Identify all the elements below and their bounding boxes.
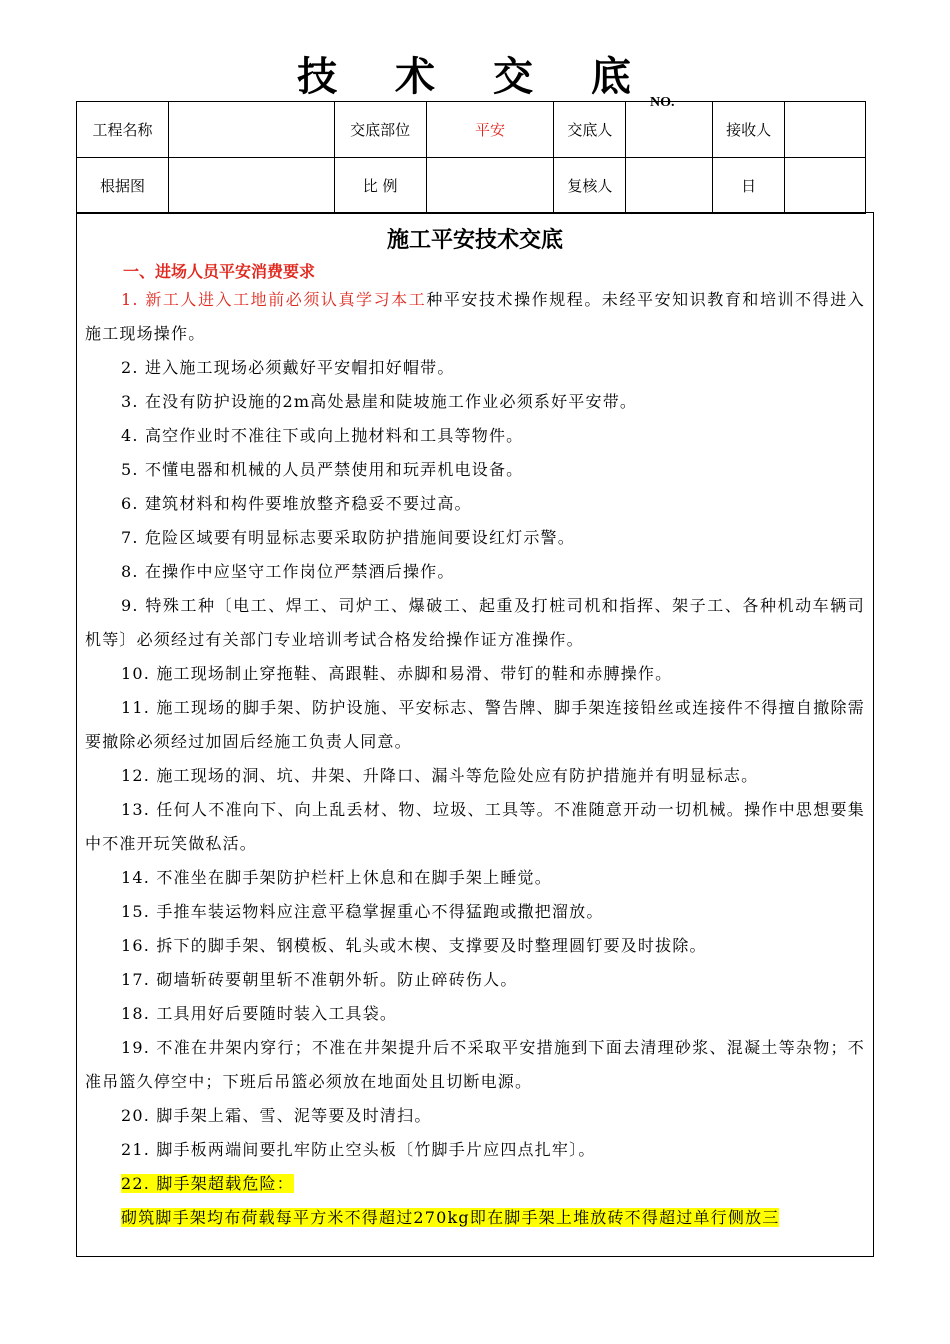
project-name-value: [168, 102, 334, 158]
receiver-value: [785, 102, 866, 158]
reviewer-value: [626, 158, 713, 214]
list-item: 2. 进入施工现场必须戴好平安帽扣好帽带。: [121, 358, 455, 377]
document-title: [0, 52, 950, 110]
header-info-table: [76, 101, 866, 214]
drawing-basis-label: 根据图: [77, 158, 169, 214]
list-item: 14. 不准坐在脚手架防护栏杆上休息和在脚手架上睡觉。: [121, 868, 552, 887]
section-heading: 一、进场人员平安消费要求: [123, 262, 316, 281]
scale-label: 比 例: [334, 158, 426, 214]
list-item: 9. 特殊工种〔电工、焊工、司炉工、爆破工、起重及打桩司机和指挥、架子工、各种机动车辆司机等〕必须经过有关部门专业培训考试合格发给操作证方准操作。: [85, 596, 865, 649]
list-item-22-text: 砌筑脚手架均布荷载每平方米不得超过270kg即在脚手架上堆放砖不得超过单行侧放三: [121, 1208, 780, 1227]
project-name-label: 工程名称: [77, 102, 169, 158]
disclosure-part-label: 交底部位: [334, 102, 426, 158]
list-item: 21. 脚手板两端间要扎牢防止空头板〔竹脚手片应四点扎牢〕。: [121, 1140, 596, 1159]
disclosure-content: [76, 212, 874, 1257]
list-item: 10. 施工现场制止穿拖鞋、高跟鞋、赤脚和易滑、带钉的鞋和赤膊操作。: [121, 664, 673, 683]
list-item-22-body: [77, 1201, 873, 1235]
discloser-value: [626, 102, 713, 158]
list-item: 3. 在没有防护设施的2m高处悬崖和陡坡施工作业必须系好平安带。: [121, 392, 638, 411]
list-item: 18. 工具用好后要随时装入工具袋。: [121, 1004, 398, 1023]
list-item-1-highlight: 1. 新工人进入工地前必须认真学习本工: [121, 290, 427, 309]
date-label: 日: [713, 158, 785, 214]
reviewer-label: 复核人: [554, 158, 626, 214]
list-item: 17. 砌墙斩砖要朝里斩不准朝外斩。防止碎砖伤人。: [121, 970, 518, 989]
drawing-basis-value: [168, 158, 334, 214]
document-title-text: 技 术 交 底: [297, 54, 653, 100]
list-item: 7. 危险区域要有明显标志要采取防护措施间要设红灯示警。: [121, 528, 575, 547]
list-item: 19. 不准在井架内穿行；不准在井架提升后不采取平安措施到下面去清理砂浆、混凝土等杂物；不准吊篮久停空中；下班后吊篮必须放在地面处且切断电源。: [85, 1038, 865, 1091]
discloser-label: 交底人: [554, 102, 626, 158]
list-item: 20. 脚手架上霜、雪、泥等要及时清扫。: [121, 1106, 432, 1125]
list-item-1-text: 种平安技术操作规程。未经平安知识教育和培训不得进入施工现场操作。: [85, 290, 865, 343]
list-item: 5. 不懂电器和机械的人员严禁使用和玩弄机电设备。: [121, 460, 524, 479]
document-number-label: NO.: [650, 95, 675, 110]
header-row-1: [77, 102, 866, 158]
list-item: 11. 施工现场的脚手架、防护设施、平安标志、警告牌、脚手架连接铅丝或连接件不得擅自撤除需要撤除必须经过加固后经施工负责人同意。: [85, 698, 865, 751]
header-row-2: [77, 158, 866, 214]
list-item: 6. 建筑材料和构件要堆放整齐稳妥不要过高。: [121, 494, 472, 513]
list-item-1: [77, 283, 873, 351]
list-item: 13. 任何人不准向下、向上乱丢材、物、垃圾、工具等。不准随意开动一切机械。操作中思想要集中不准开玩笑做私活。: [85, 800, 865, 853]
list-item: 12. 施工现场的洞、坑、井架、升降口、漏斗等危险处应有防护措施并有明显标志。: [121, 766, 759, 785]
list-item: 15. 手推车装运物料应注意平稳掌握重心不得猛跑或撒把溜放。: [121, 902, 604, 921]
scale-value: [426, 158, 554, 214]
content-title: 施工平安技术交底: [386, 228, 563, 253]
list-item: 4. 高空作业时不准往下或向上抛材料和工具等物件。: [121, 426, 524, 445]
list-item: 16. 拆下的脚手架、钢模板、轧头或木楔、支撑要及时整理圆钉要及时拔除。: [121, 936, 707, 955]
list-item: 8. 在操作中应坚守工作岗位严禁酒后操作。: [121, 562, 455, 581]
list-item-22-heading: 22. 脚手架超载危险：: [121, 1174, 294, 1193]
date-value: [785, 158, 866, 214]
receiver-label: 接收人: [713, 102, 785, 158]
disclosure-part-value: 平安: [426, 102, 554, 158]
list-item-22: [77, 1167, 873, 1201]
